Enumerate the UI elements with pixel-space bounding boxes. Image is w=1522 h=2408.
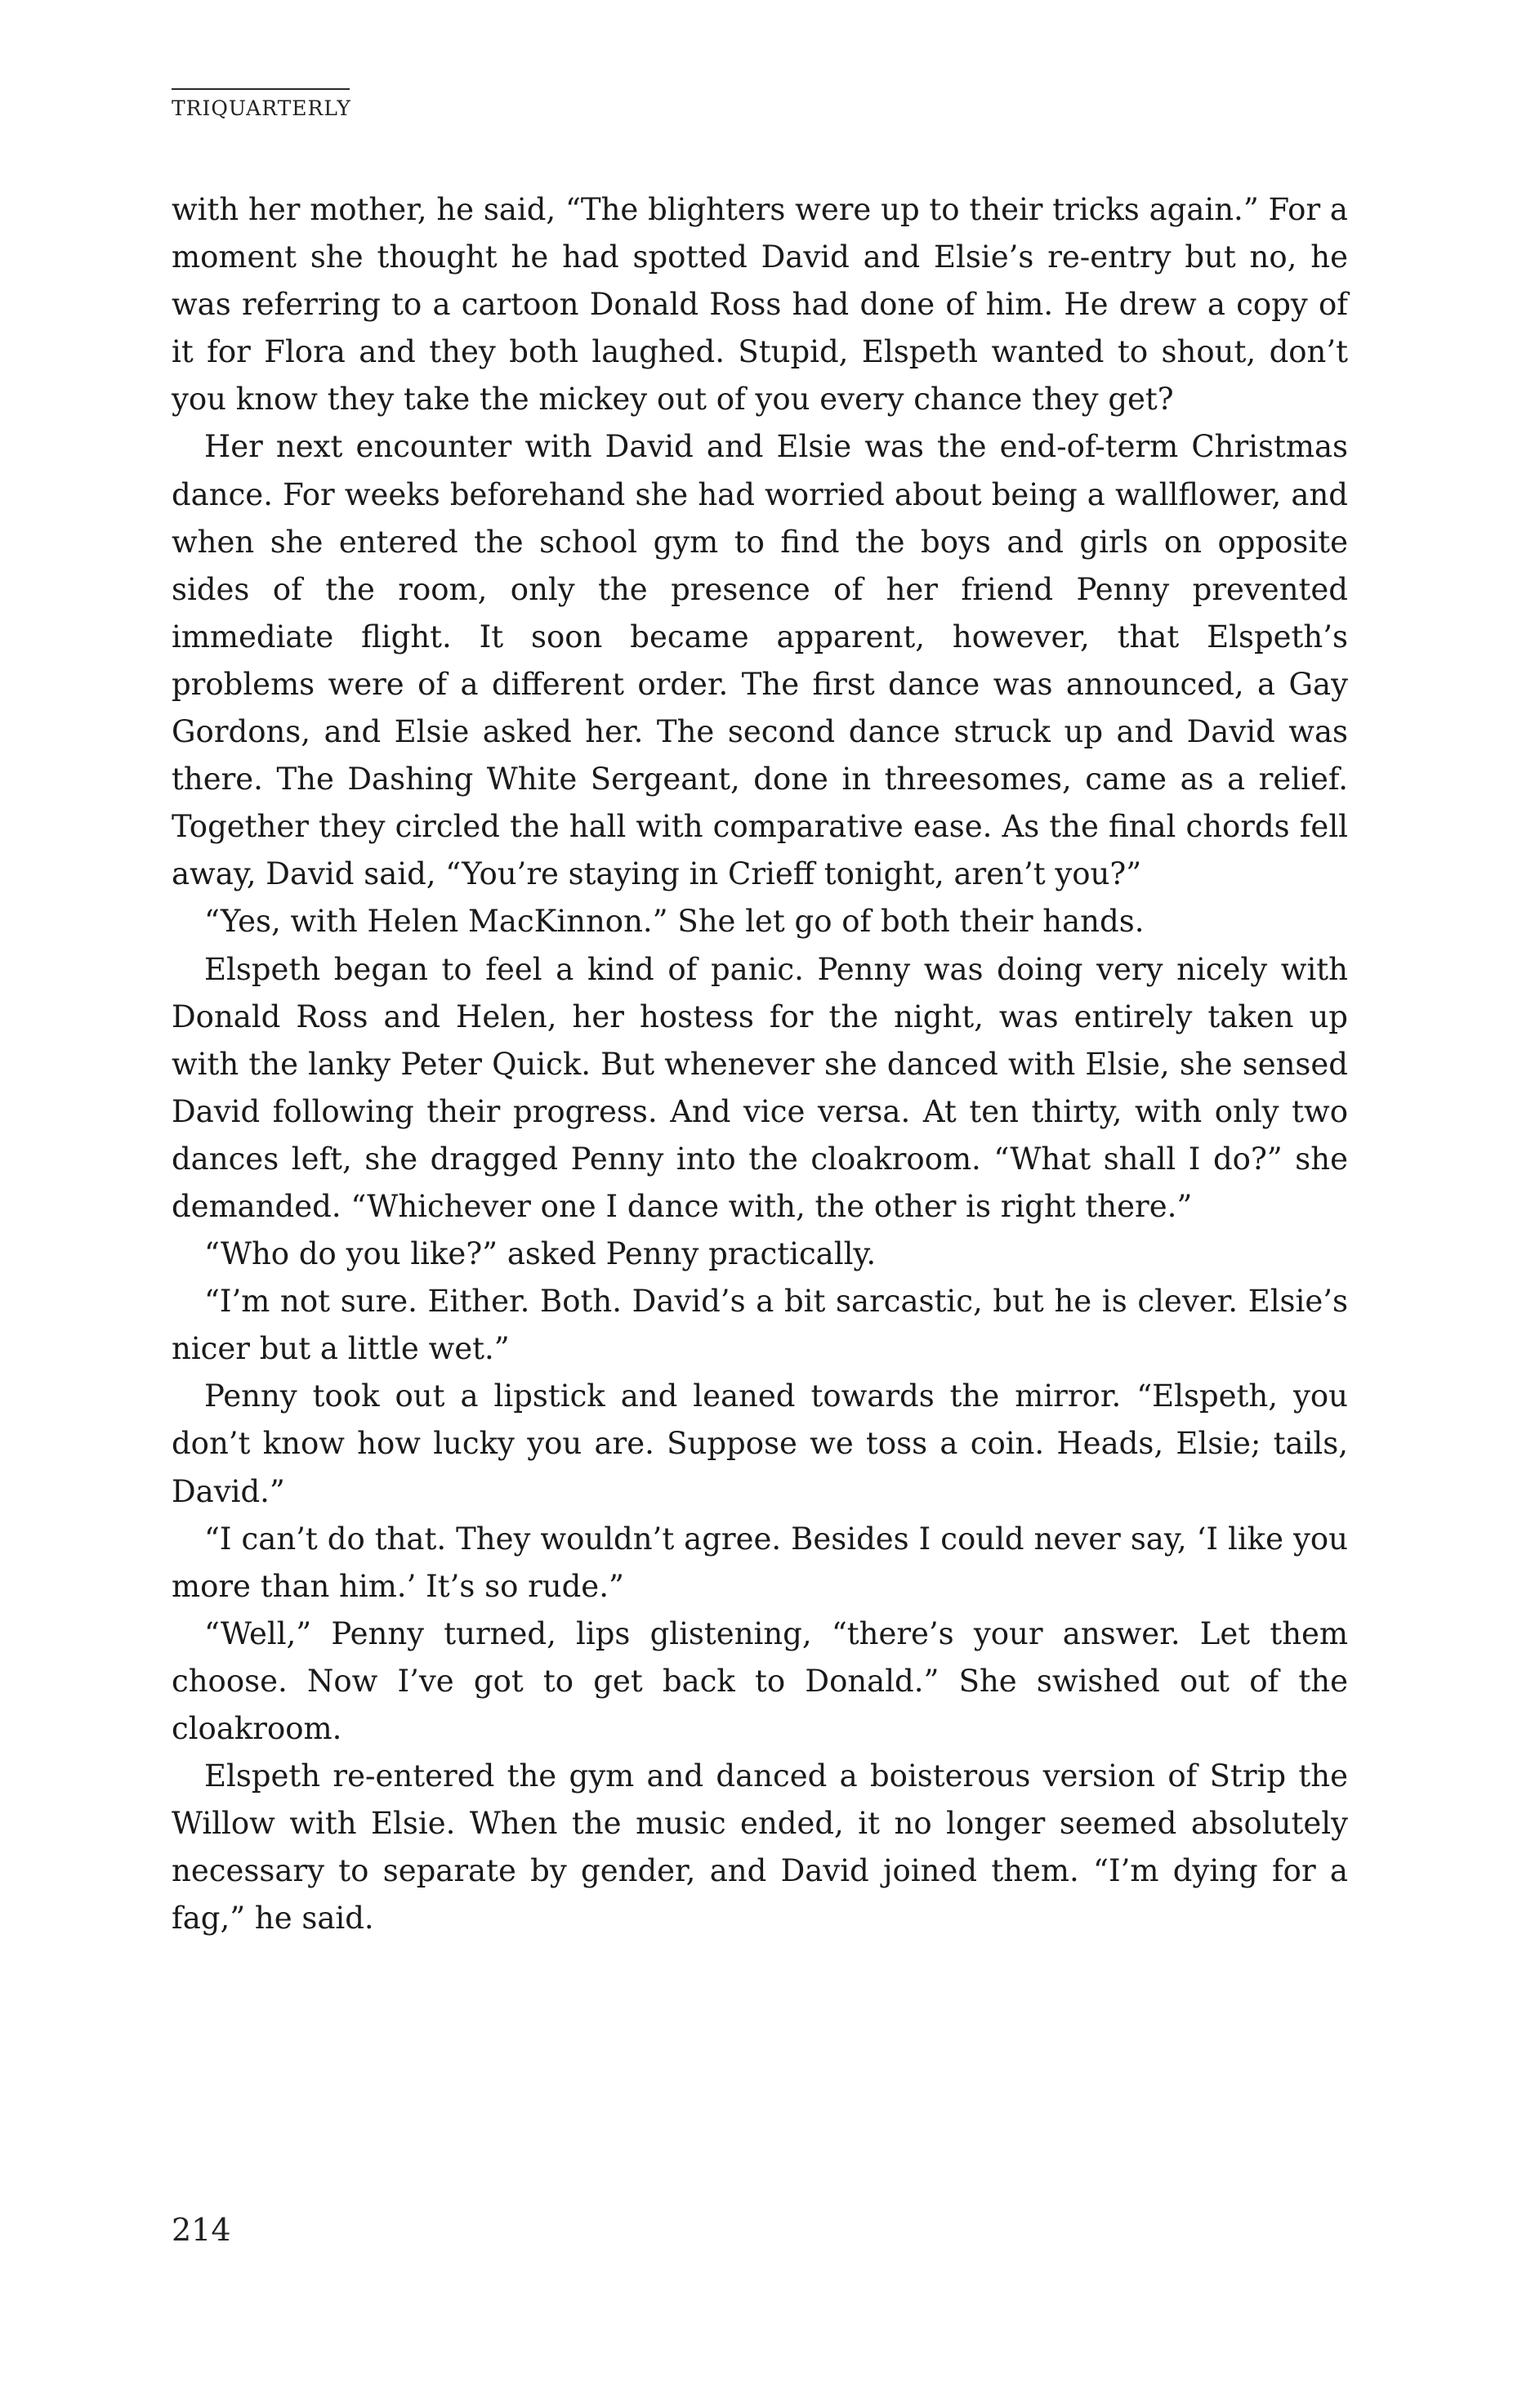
paragraph: “I’m not sure. Either. Both. David’s a bit sarcastic, but he is clever. Elsie’s nicer but a little wet.” — [172, 1284, 1348, 1367]
body-text — [172, 186, 1348, 1942]
paragraph: Elspeth re-entered the gym and danced a boisterous version of Strip the Willow with Elsie. When the music ended, it no longer seemed absolutely necessary to separate by gender, and David joined them. “I’m dying for a fag,” he said. — [172, 1758, 1348, 1937]
paragraph: “Well,” Penny turned, lips glistening, “there’s your answer. Let them choose. Now I’ve got to get back to Donald.” She swished out of the cloakroom. — [172, 1615, 1348, 1746]
running-head — [172, 88, 351, 118]
paragraph: Her next encounter with David and Elsie was the end-of-term Christmas dance. For weeks beforehand she had worried about being a wallflower, and when she entered the school gym to find the boys and girls on opposite sides of the room, only the presence of her friend Penny prevented immediate flight. It soon became apparent, however, that Elspeth’s problems were of a different order. The first dance was announced, a Gay Gordons, and Elsie asked her. The second dance struck up and David was there. The Dashing White Sergeant, done in threesomes, came as a relief. Together they circled the hall with comparative ease. As the final chords fell away, David said, “You’re staying in Crieff tonight, aren’t you?” — [172, 429, 1348, 892]
paragraph: Elspeth began to feel a kind of panic. Penny was doing very nicely with Donald Ross and Helen, her hostess for the night, was entirely taken up with the lanky Peter Quick. But whenever she danced with Elsie, she sensed David following their progress. And vice versa. At ten thirty, with only two dances left, she dragged Penny into the cloakroom. “What shall I do?” she demanded. “Whichever one I dance with, the other is right there.” — [172, 951, 1348, 1224]
paragraph: “Who do you like?” asked Penny practically. — [204, 1236, 877, 1272]
running-head-rule — [172, 88, 350, 90]
paragraph: “I can’t do that. They wouldn’t agree. Besides I could never say, ‘I like you more than him.’ It’s so rude.” — [172, 1521, 1348, 1604]
journal-title: TRIQUARTERLY — [172, 96, 351, 120]
paragraph: with her mother, he said, “The blighters were up to their tricks again.” For a moment she thought he had spotted David and Elsie’s re-entry but no, he was referring to a cartoon Donald Ross had done of him. He drew a copy of it for Flora and they both laughed. Stupid, Elspeth wanted to shout, don’t you know they take the mickey out of you every chance they get? — [172, 192, 1348, 418]
paragraph: “Yes, with Helen MacKinnon.” She let go of both their hands. — [204, 904, 1145, 940]
page-number: 214 — [172, 2212, 231, 2248]
paragraph: Penny took out a lipstick and leaned towards the mirror. “Elspeth, you don’t know how lucky you are. Suppose we toss a coin. Heads, Elsie; tails, David.” — [172, 1378, 1348, 1509]
